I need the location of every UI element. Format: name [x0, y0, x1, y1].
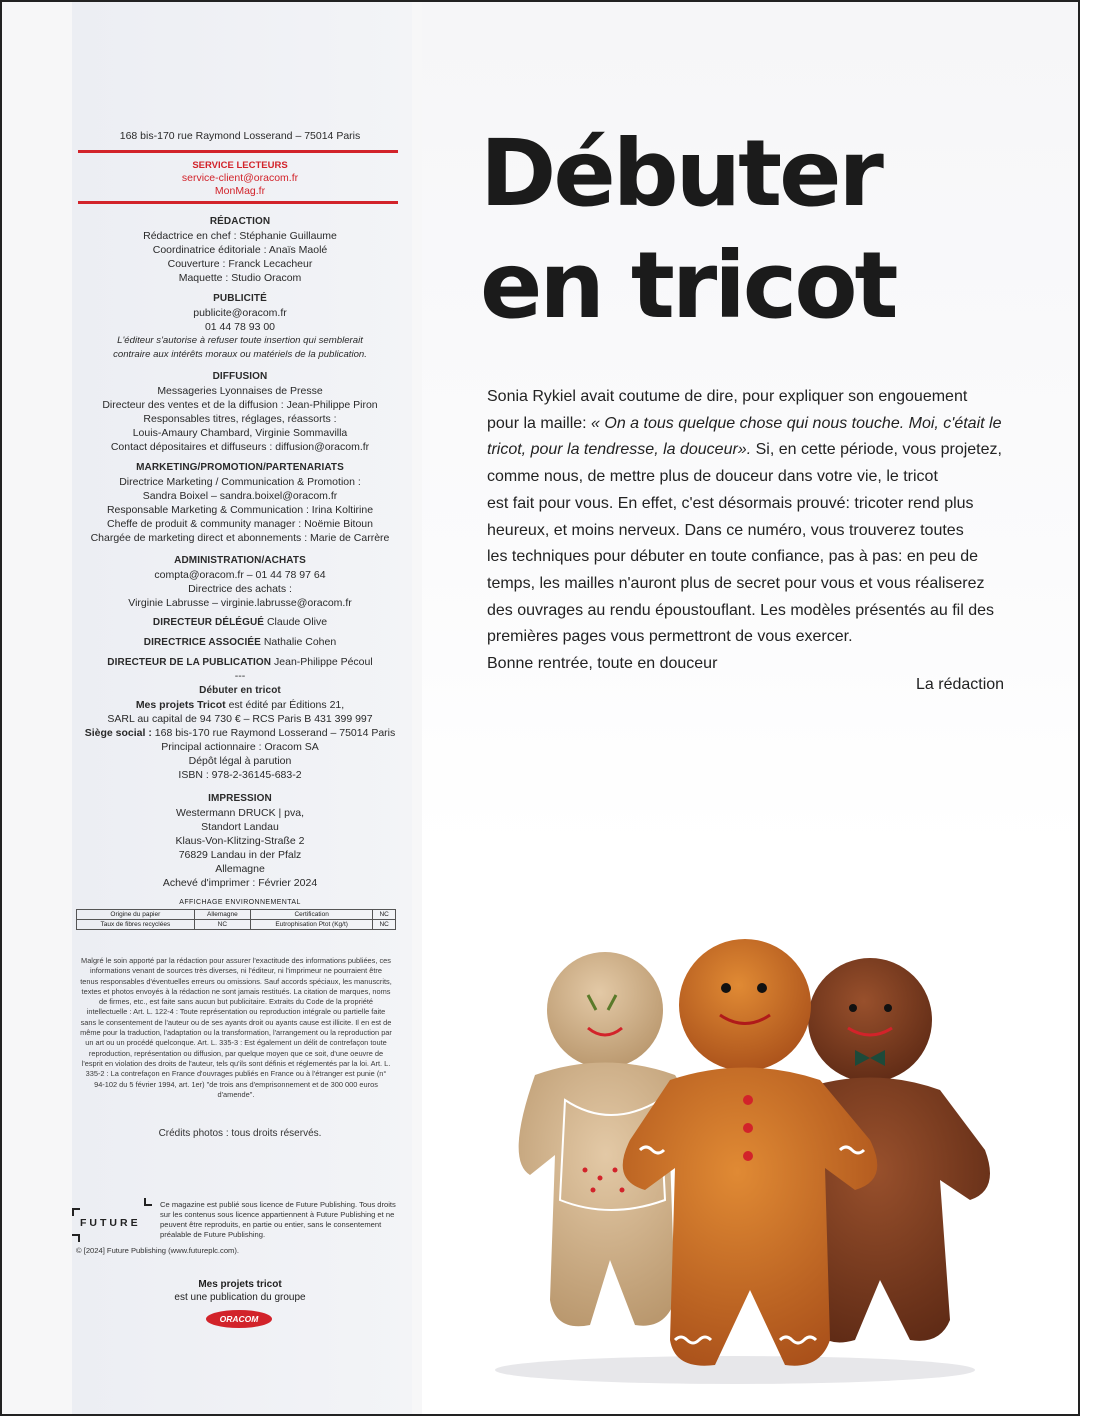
credit-line: Louis-Amaury Chambard, Virginie Sommavilla — [132, 427, 348, 439]
credit-line: Responsables titres, réglages, réassorts : — [143, 413, 337, 425]
red-rule — [78, 150, 398, 153]
director-name: Jean-Philippe Pécoul — [274, 656, 373, 668]
text-line: les techniques pour débuter en toute confiance, pas à pas: en peu de — [487, 548, 979, 566]
notice-line: L'éditeur s'autorise à refuser toute insertion qui semblerait — [117, 335, 363, 346]
env-table — [76, 909, 396, 930]
credit-line: Couverture : Franck Lecacheur — [167, 258, 313, 270]
credit-line: Directeur des ventes et de la diffusion : Jean-Philippe Piron — [102, 399, 378, 411]
logo-corner — [144, 1234, 152, 1242]
text-line: des ouvrages au rendu époustouflant. Les modèles présentés au fil des — [487, 601, 994, 619]
text-line: Sonia Rykiel avait coutume de dire, pour expliquer son engouement — [487, 388, 968, 405]
text-line: pour la maille: — [487, 414, 592, 432]
separator — [76, 671, 404, 681]
credit-line: Virginie Labrusse – virginie.labrusse@oracom.fr — [128, 597, 352, 609]
table-cell: NC — [194, 920, 250, 930]
diffusion-block — [76, 370, 404, 454]
director-role: DIRECTEUR DÉLÉGUÉ — [152, 617, 265, 628]
director-name: Claude Olive — [266, 616, 328, 628]
publication-text: SARL au capital de 94 730 € – RCS Paris B 431 399 997 — [107, 713, 373, 725]
future-logo — [72, 1198, 152, 1242]
table-cell: NC — [373, 920, 396, 930]
publication-text: 168 bis-170 rue Raymond Losserand – 75014 Paris — [151, 727, 396, 739]
director-name: Nathalie Cohen — [263, 636, 337, 648]
director-line — [76, 635, 404, 650]
signature: La rédaction — [916, 676, 1005, 693]
credit-line: Allemagne — [215, 863, 265, 875]
section-heading: MARKETING/PROMOTION/PARTENARIATS — [136, 462, 344, 473]
text-line: Si, en cette période, vous projetez, — [751, 441, 1002, 459]
gingerbread-photo — [470, 900, 1000, 1400]
logo-corner — [72, 1208, 80, 1216]
section-heading: PUBLICITÉ — [213, 293, 267, 304]
legal-notice: Malgré le soin apporté par la rédaction pour assurer l'exactitude des informations publiées, ces informations venant de sources très diverses, ni l'éditeur, ni l'imprimeur ne pourraient être tenus responsables d'éventuelles erreurs ou omissions. Sauf accords spéciaux, les manuscrits, textes et photos envoyés à la rédaction ne sont jamais restitués. La citation de marques, noms de firmes, etc., est faite sans aucun but publicitaire. Extraits du Code de la propriété intellectuelle : Art. L. 122-4 : Toute représentation ou reproduction intégrale ou partielle faite sans le consentement de l'auteur ou de ses ayants droit ou ayants cause est illicite. Il en est de même pour la traduction, l'adaptation ou la transformation, l'arrangement ou la reproduction par un art ou un procédé quelconque. Art. L. 335-3 : Est également un délit de contrefaçon toute reproduction, représentation ou diffusion, par quelque moyen que ce soit, d'une oeuvre de l'esprit en violation des droits de l'auteur, tels qu'ils sont définis et réglementés par la loi. Art. L. 335-2 : La contrefaçon en France d'ouvrages publiés en France ou à l'étranger est punie (n° 94-102 du 5 février 1994, art. 1er) "de trois ans d'emprisonnement et de 300 000 euros d'amende". — [80, 956, 392, 1099]
table-cell: NC — [373, 910, 396, 920]
section-heading: DIFFUSION — [212, 371, 268, 382]
administration-block — [76, 554, 404, 610]
credit-line: Klaus-Von-Klitzing-Straße 2 — [175, 835, 305, 847]
group-title: Mes projets tricot — [198, 1279, 282, 1290]
table-cell: Certification — [251, 910, 373, 920]
text-line: Bonne rentrée, toute en douceur — [487, 655, 718, 673]
siege-label: Siège social : — [84, 727, 152, 739]
table-cell: Eutrophisation Ptot (Kg/t) — [251, 920, 373, 930]
publication-text: est édité par Éditions 21, — [225, 699, 345, 711]
credit-line: Coordinatrice éditoriale : Anaïs Maolé — [152, 244, 328, 256]
table-row — [77, 910, 396, 920]
title-line: Débuter — [480, 120, 881, 227]
group-text: est une publication du groupe — [174, 1292, 306, 1303]
table-cell: Taux de fibres recyclées — [77, 920, 195, 930]
credit-line: Achevé d'imprimer : Février 2024 — [162, 877, 318, 889]
director-role: DIRECTEUR DE LA PUBLICATION — [107, 657, 272, 668]
address: 168 bis-170 rue Raymond Losserand – 75014 Paris — [119, 130, 361, 142]
section-heading: IMPRESSION — [208, 793, 272, 804]
publication-text: Principal actionnaire : Oracom SA — [161, 741, 319, 753]
text-line: est fait pour vous. En effet, c'est désormais prouvé: tricoter rend plus — [487, 494, 974, 512]
photo-credits: Crédits photos : tous droits réservés. — [158, 1128, 322, 1139]
impression-block — [76, 792, 404, 890]
licence-notice: Ce magazine est publié sous licence de Future Publishing. Tous droits sur les contenus sous licence appartiennent à Future Publishing et ne peuvent être reproduits, en partie ou entier, sans le consentement préalable de Future Publishing. — [160, 1200, 396, 1239]
isbn: ISBN : 978-2-36145-683-2 — [178, 769, 302, 781]
notice-line: contraire aux intérêts moraux ou matériels de la publication. — [113, 349, 367, 360]
credit-line: Cheffe de produit & community manager : Noëmie Bitoun — [107, 518, 373, 530]
table-row — [77, 920, 396, 930]
table-cell: Origine du papier — [77, 910, 195, 920]
director-role: DIRECTRICE ASSOCIÉE — [143, 637, 261, 648]
credit-line: Rédactrice en chef : Stéphanie Guillaume — [143, 230, 337, 242]
oracom-logo: ORACOM — [206, 1310, 272, 1328]
credit-line: compta@oracom.fr – 01 44 78 97 64 — [154, 569, 326, 581]
publication-block — [76, 684, 404, 782]
marketing-block — [76, 461, 404, 545]
credit-line: 76829 Landau in der Pfalz — [178, 849, 302, 861]
service-site: MonMag.fr — [214, 185, 266, 197]
publicite-block — [76, 292, 404, 362]
credit-line: Westermann DRUCK | pva, — [176, 807, 304, 819]
publication-name: Mes projets Tricot — [135, 699, 226, 711]
red-rule — [78, 201, 398, 204]
section-heading: ADMINISTRATION/ACHATS — [174, 555, 306, 566]
redaction-block — [76, 215, 404, 285]
title-line: en tricot — [480, 232, 896, 339]
text-line: temps, les mailles n'auront plus de secret pour vous et vous réaliserez — [487, 574, 985, 592]
publication-title: Débuter en tricot — [199, 685, 281, 696]
env-title: AFFICHAGE ENVIRONNEMENTAL — [179, 899, 301, 906]
credit-line: Sandra Boixel – sandra.boixel@oracom.fr — [142, 490, 338, 502]
logo-corner — [144, 1198, 152, 1206]
credit-line: 01 44 78 93 00 — [204, 321, 276, 333]
logo-corner — [72, 1234, 80, 1242]
text-line: comme nous, de mettre plus de douceur dans votre vie, le tricot — [487, 468, 938, 486]
future-logo-text: FUTURE — [80, 1217, 141, 1229]
service-heading: SERVICE LECTEURS — [192, 160, 288, 171]
credit-line: publicite@oracom.fr — [193, 307, 287, 319]
text-line: premières pages vous permettront de vous exercer. — [487, 628, 853, 646]
credit-line: Maquette : Studio Oracom — [178, 272, 302, 284]
director-line — [76, 655, 404, 670]
credit-line: Standort Landau — [201, 821, 279, 833]
credit-line: Contact dépositaires et diffuseurs : diffusion@oracom.fr — [110, 441, 370, 453]
credit-line: Chargée de marketing direct et abonnements : Marie de Carrère — [90, 532, 390, 544]
page-title — [480, 118, 896, 342]
section-heading: RÉDACTION — [209, 216, 271, 227]
quote: tricot, pour la tendresse, la douceur». — [487, 441, 752, 459]
table-cell: Allemagne — [194, 910, 250, 920]
credit-line: Directrice Marketing / Communication & Promotion : — [119, 476, 361, 488]
quote: « On a tous quelque chose qui nous touche. Moi, c'était le — [591, 414, 1002, 432]
credit-line: Directrice des achats : — [188, 583, 292, 595]
credit-line: Responsable Marketing & Communication : Irina Koltirine — [106, 504, 374, 516]
credit-line: Messageries Lyonnaises de Presse — [157, 385, 323, 397]
director-line — [76, 615, 404, 630]
copyright: © [2024] Future Publishing (www.futureplc.com). — [76, 1246, 240, 1255]
address-block — [76, 129, 404, 143]
group-block — [76, 1278, 404, 1304]
shadow — [495, 1356, 975, 1384]
editorial-text — [487, 384, 1007, 678]
separator-text: --- — [234, 670, 246, 682]
publication-text: Dépôt légal à parution — [188, 755, 292, 767]
service-email: service-client@oracom.fr — [181, 172, 299, 184]
service-lecteurs-block — [76, 159, 404, 198]
text-line: heureux, et moins nerveux. Dans ce numéro, vous trouverez toutes — [487, 521, 964, 539]
